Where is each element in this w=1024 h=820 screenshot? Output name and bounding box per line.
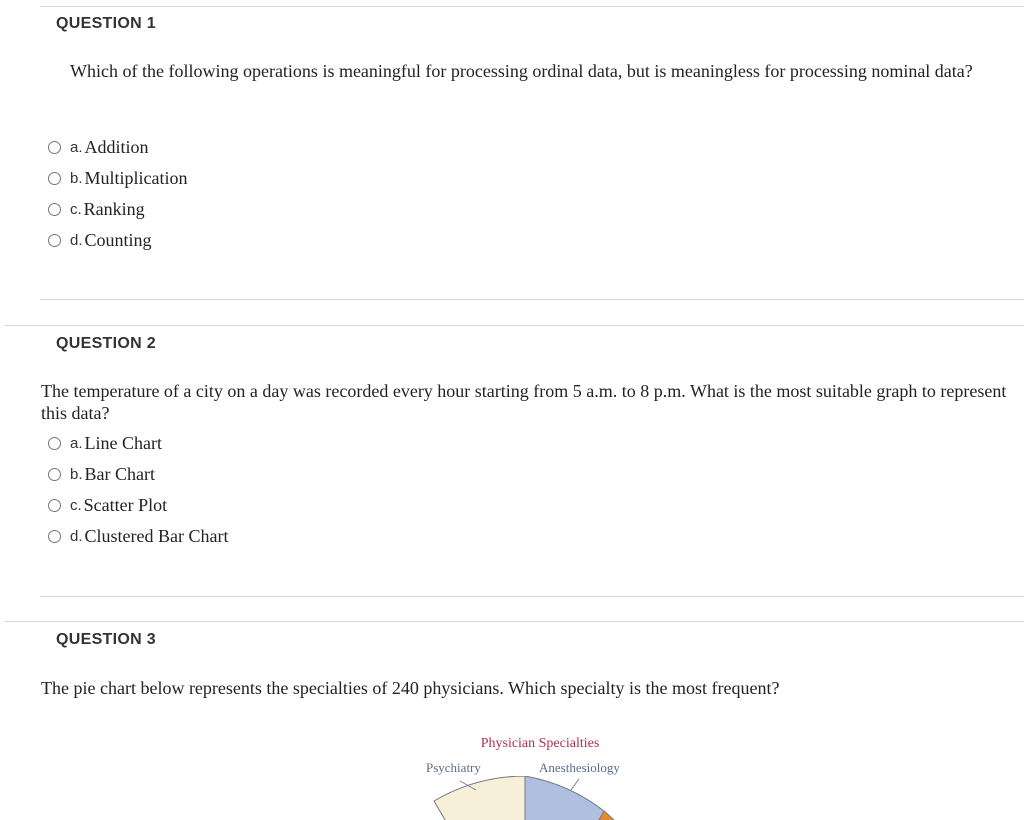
option-letter: a. (70, 434, 83, 452)
question-1-text: Which of the following operations is meaningful for processing ordinal data, but is meaningless for processing nominal data? (70, 61, 973, 81)
question-2-top-divider (4, 325, 1024, 326)
option-label: Counting (84, 229, 152, 250)
option-letter: a. (70, 138, 83, 156)
option-label: Scatter Plot (83, 494, 168, 515)
option-letter: d. (70, 231, 83, 249)
question-1-bottom-divider (40, 299, 1024, 300)
q2-option-a[interactable] (48, 432, 162, 454)
pie-slice-anesthesiology (525, 776, 604, 820)
option-letter: b. (70, 465, 83, 483)
option-label: Ranking (83, 198, 145, 219)
pie-label-psychiatry: Psychiatry (426, 760, 481, 775)
option-letter: b. (70, 169, 83, 187)
radio-button[interactable] (48, 234, 61, 247)
top-divider (40, 6, 1024, 7)
question-1-heading: QUESTION 1 (56, 15, 156, 32)
pie-slice-psychiatry (434, 776, 525, 820)
radio-button[interactable] (48, 468, 61, 481)
leader-line-anesthesiology (571, 779, 579, 790)
q2-option-b[interactable] (48, 463, 155, 485)
question-3-heading: QUESTION 3 (56, 631, 156, 648)
question-2-heading: QUESTION 2 (56, 335, 156, 352)
q2-option-c[interactable] (48, 494, 167, 516)
radio-button[interactable] (48, 172, 61, 185)
radio-button[interactable] (48, 203, 61, 216)
question-2-bottom-divider (40, 596, 1024, 597)
question-3-top-divider (4, 621, 1024, 622)
radio-button[interactable] (48, 530, 61, 543)
pie-label-anesthesiology: Anesthesiology (539, 760, 620, 775)
q1-option-d[interactable] (48, 229, 152, 251)
q2-option-d[interactable] (48, 525, 228, 547)
option-label: Multiplication (84, 167, 188, 188)
option-letter: d. (70, 527, 83, 545)
option-letter: c. (70, 200, 82, 218)
option-label: Addition (84, 136, 149, 157)
option-letter: c. (70, 496, 82, 514)
option-label: Bar Chart (84, 463, 155, 484)
radio-button[interactable] (48, 437, 61, 450)
q1-option-c[interactable] (48, 198, 145, 220)
question-2-text: The temperature of a city on a day was recorded every hour starting from 5 a.m. to 8 p.m. What is the most suitable graph to represent this data? (41, 381, 1007, 423)
chart-title: Physician Specialties (480, 736, 600, 751)
pie-chart (420, 776, 640, 820)
q1-option-b[interactable] (48, 167, 188, 189)
radio-button[interactable] (48, 499, 61, 512)
option-label: Line Chart (84, 432, 162, 453)
q1-option-a[interactable] (48, 136, 149, 158)
radio-button[interactable] (48, 141, 61, 154)
option-label: Clustered Bar Chart (84, 525, 229, 546)
question-3-text: The pie chart below represents the specialties of 240 physicians. Which specialty is the most frequent? (41, 678, 780, 698)
